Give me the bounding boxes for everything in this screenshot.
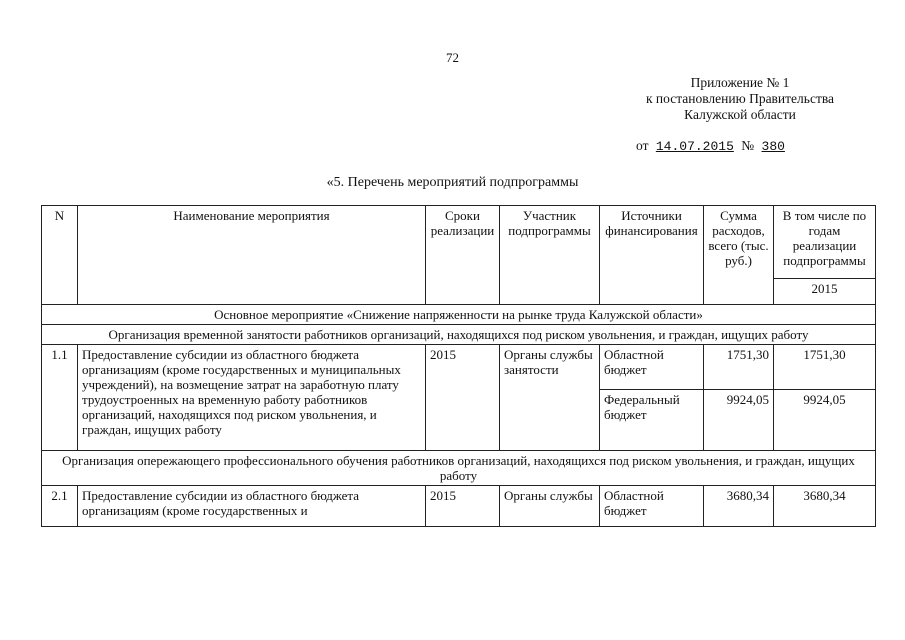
decree-number-label: № (741, 138, 755, 153)
funding-source: Федеральный бюджет (600, 390, 704, 451)
funding-source: Областной бюджет (600, 345, 704, 390)
header-sum: Сумма расходов, всего (тыс. руб.) (704, 206, 774, 305)
table-row (42, 486, 876, 527)
header-participant: Участник подпрограммы (500, 206, 600, 305)
funding-2015: 9924,05 (774, 390, 876, 451)
header-name: Наименование мероприятия (78, 206, 426, 305)
header-terms: Сроки реализации (426, 206, 500, 305)
measure-participant: Органы службы (500, 486, 600, 527)
row-number: 1.1 (42, 345, 78, 451)
header-by-years: В том числе по годам реализации подпрограммы (774, 206, 876, 279)
measures-table (41, 205, 876, 527)
funding-2015: 3680,34 (774, 486, 876, 527)
decree-reference (636, 138, 789, 154)
measure-term: 2015 (426, 486, 500, 527)
main-measure-row (42, 305, 876, 325)
appendix-line: Приложение № 1 (690, 75, 790, 90)
header-n: N (42, 206, 78, 305)
section-row (42, 451, 876, 486)
decree-date: 14.07.2015 (655, 139, 734, 154)
row-number: 2.1 (42, 486, 78, 527)
table-row (42, 345, 876, 390)
header-sources: Источники финансирования (600, 206, 704, 305)
section-row (42, 325, 876, 345)
document-title: «5. Перечень мероприятий подпрограммы (326, 175, 579, 190)
decree-number: 380 (761, 139, 785, 154)
funding-total: 9924,05 (704, 390, 774, 451)
page-number: 72 (446, 50, 459, 65)
main-measure-title: Основное мероприятие «Снижение напряженности на рынке труда Калужской области» (42, 305, 876, 325)
funding-total: 3680,34 (704, 486, 774, 527)
decree-from-label: от (636, 138, 649, 153)
measure-name: Предоставление субсидии из областного бюджета организациям (кроме государственных и (78, 486, 426, 527)
header-year: 2015 (774, 279, 876, 305)
appendix-line: Калужской области (684, 107, 796, 122)
section-title: Организация временной занятости работников организаций, находящихся под риском увольнения, и граждан, ищущих работу (42, 325, 876, 345)
funding-2015: 1751,30 (774, 345, 876, 390)
funding-source: Областной бюджет (600, 486, 704, 527)
measure-name: Предоставление субсидии из областного бюджета организациям (кроме государственных и муниципальных учреждений), на возмещение затрат на заработную плату трудоустроенных на временную работу работников организаций, находящихся под риском увольнения, и граждан, ищущих работу (78, 345, 426, 451)
table-header-row (42, 206, 876, 279)
appendix-header (600, 75, 880, 123)
funding-total: 1751,30 (704, 345, 774, 390)
section-title: Организация опережающего профессионального обучения работников организаций, находящихся под риском увольнения, и граждан, ищущих работу (42, 451, 876, 486)
measure-term: 2015 (426, 345, 500, 451)
measure-participant: Органы службы занятости (500, 345, 600, 451)
appendix-line: к постановлению Правительства (645, 91, 835, 106)
